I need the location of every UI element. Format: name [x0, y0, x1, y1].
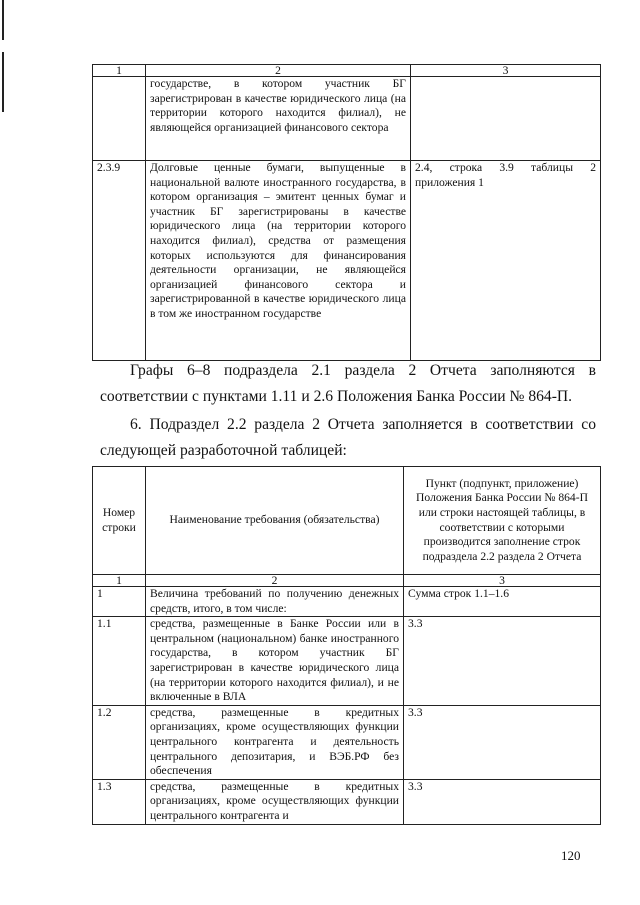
header-row — [93, 467, 601, 575]
page-number: 120 — [561, 848, 581, 863]
table-row — [93, 77, 601, 161]
header-row-number: Номер строки — [93, 467, 146, 575]
continuation-table — [92, 64, 601, 361]
row-reference: 3.3 — [404, 779, 601, 824]
column-number-row — [93, 575, 601, 587]
column-number: 2 — [146, 65, 411, 77]
column-number: 3 — [404, 575, 601, 587]
table-row — [93, 161, 601, 361]
row-reference — [411, 77, 601, 161]
requirements-table — [92, 466, 601, 825]
row-description: средства, размещенные в кредитных организациях, кроме осуществляющих функции центрального контрагента и — [146, 779, 404, 824]
row-reference: 2.4, строка 3.9 таблицы 2 приложения 1 — [411, 161, 601, 361]
table-row — [93, 705, 601, 779]
row-reference: 3.3 — [404, 617, 601, 706]
column-number: 3 — [411, 65, 601, 77]
column-number: 2 — [146, 575, 404, 587]
row-number — [93, 77, 146, 161]
column-number-row — [93, 65, 601, 77]
header-reference: Пункт (подпункт, приложение) Положения Банка России № 864-П или строки настоящей таблицы, в соответствии с которыми производится заполнение строк подраздела 2.2 раздела 2 Отчета — [404, 467, 601, 575]
row-number: 1 — [93, 587, 146, 617]
scan-margin-line — [2, 52, 4, 112]
row-number: 2.3.9 — [93, 161, 146, 361]
row-description: государстве, в котором участник БГ зарегистрирован в качестве юридического лица (на территории которого находится филиал), не являющейся организацией финансового сектора — [146, 77, 411, 161]
table-row — [93, 587, 601, 617]
row-number: 1.2 — [93, 705, 146, 779]
table-row — [93, 617, 601, 706]
row-description: средства, размещенные в кредитных организациях, кроме осуществляющих функции центрального контрагента и деятельность центрального депозитария, и ВЭБ.РФ без обеспечения — [146, 705, 404, 779]
row-number: 1.3 — [93, 779, 146, 824]
row-reference: Сумма строк 1.1–1.6 — [404, 587, 601, 617]
paragraph-subsection-2-2: 6. Подраздел 2.2 раздела 2 Отчета заполняется в соответствии со следующей разработочной таблицей: — [100, 416, 596, 459]
row-number: 1.1 — [93, 617, 146, 706]
scan-margin-line — [2, 0, 4, 40]
table-row — [93, 779, 601, 824]
row-description: Долговые ценные бумаги, выпущенные в национальной валюте иностранного государства, в котором организация – эмитент ценных бумаг и участник БГ зарегистрированы в качестве юридического лица (на территории которого находится филиал), средства от размещения которых используются для финансирования деятельности организации, не являющейся организацией финансового сектора и зарегистрированной в качестве юридического лица в том же иностранном государстве — [146, 161, 411, 361]
row-description: средства, размещенные в Банке России или в центральном (национальном) банке иностранного государства, в котором участник БГ зарегистрирован в качестве юридического лица (на территории которого находится филиал), и не включенные в ВЛА — [146, 617, 404, 706]
row-reference: 3.3 — [404, 705, 601, 779]
column-number: 1 — [93, 65, 146, 77]
header-requirement-name: Наименование требования (обязательства) — [146, 467, 404, 575]
column-number: 1 — [93, 575, 146, 587]
row-description: Величина требований по получению денежных средств, итого, в том числе: — [146, 587, 404, 617]
paragraph-graphs-6-8: Графы 6–8 подраздела 2.1 раздела 2 Отчета заполняются в соответствии с пунктами 1.11 и 2.6 Положения Банка России № 864-П. — [100, 362, 596, 405]
